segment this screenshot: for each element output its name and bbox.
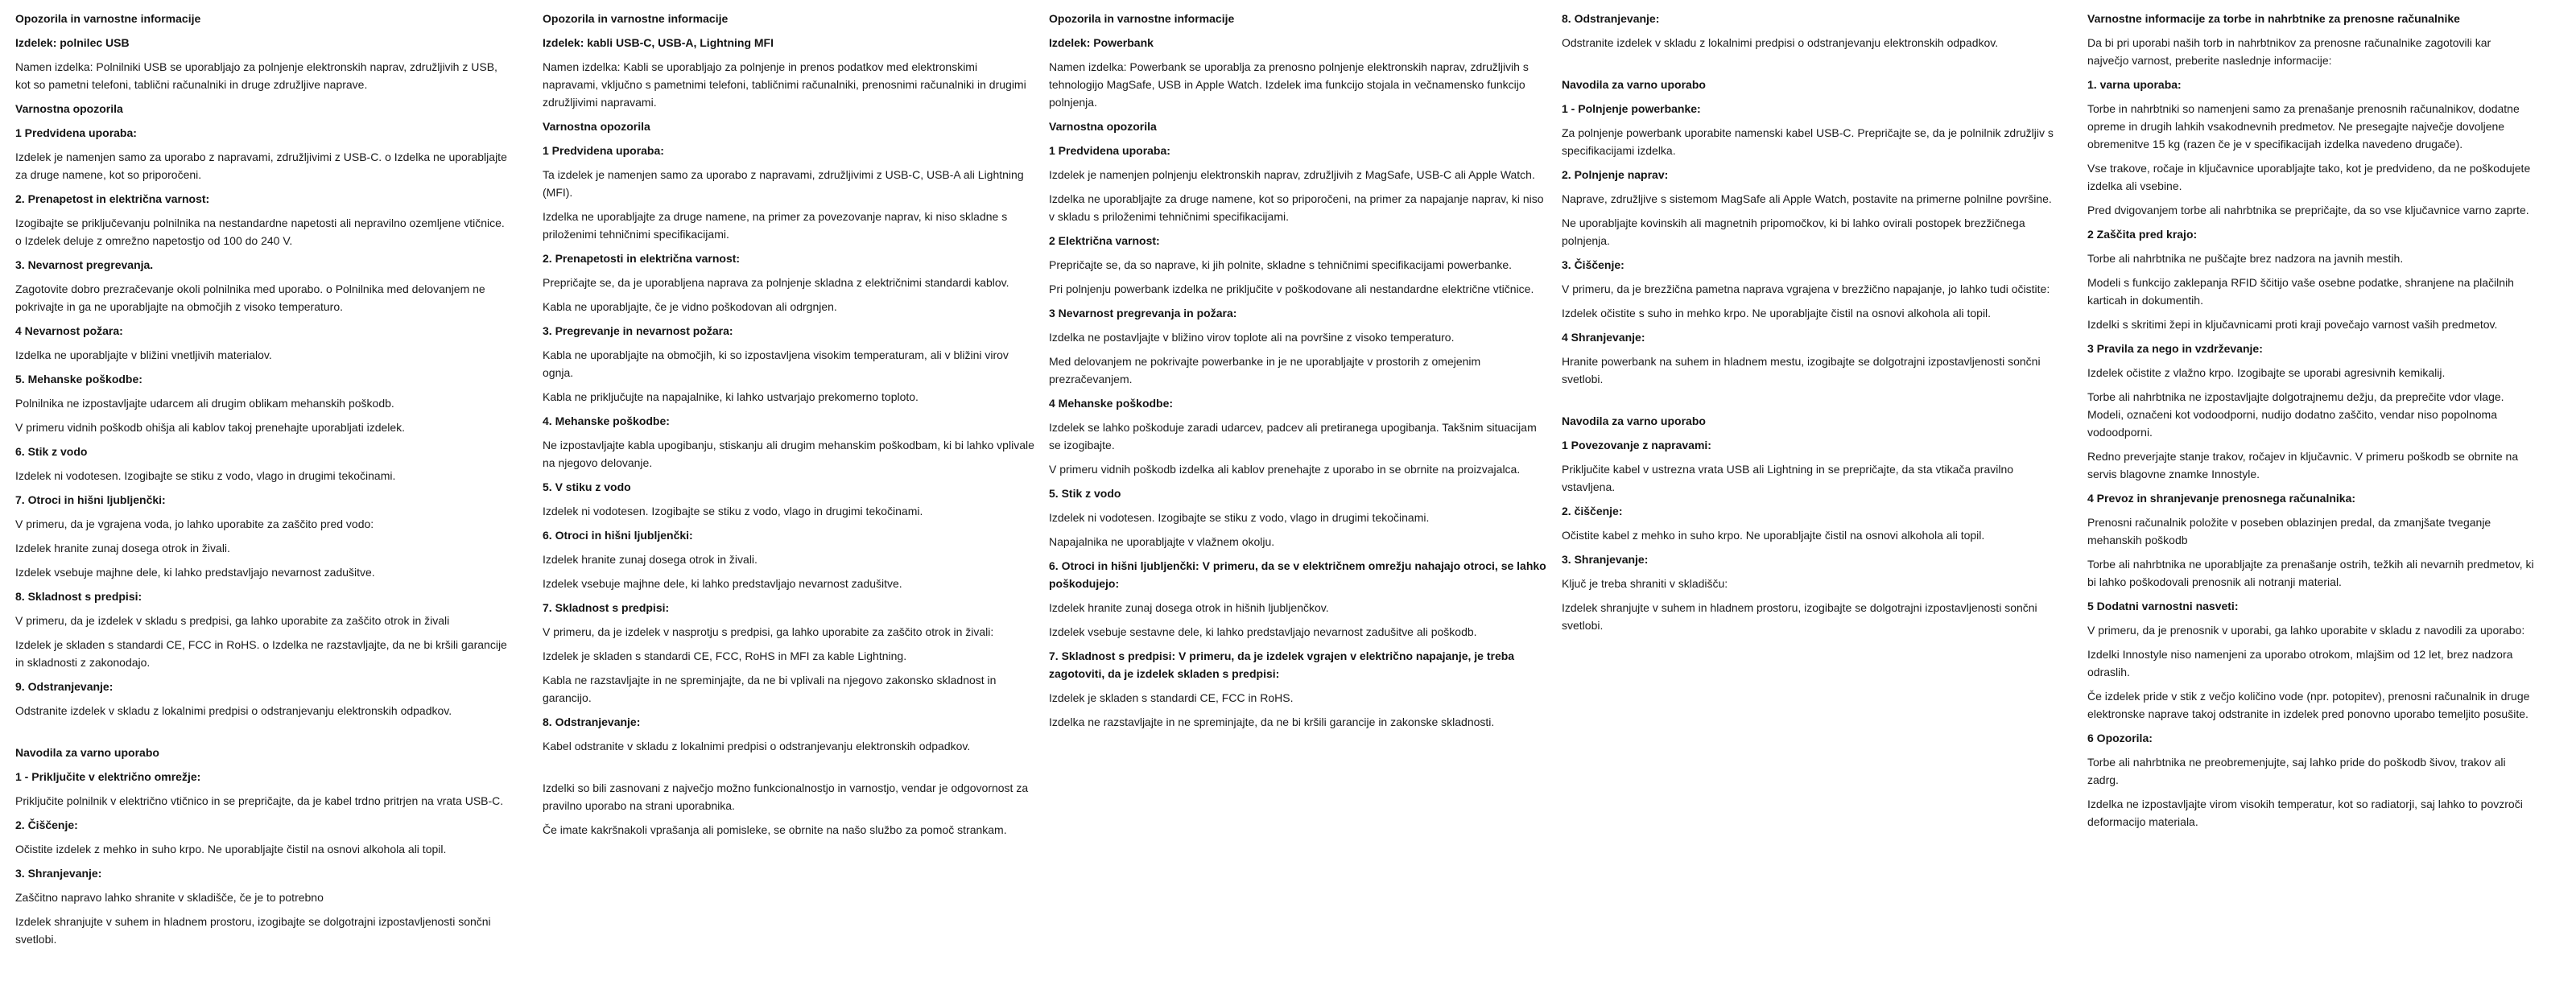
section-heading: 8. Skladnost s predpisi:: [15, 590, 142, 603]
paragraph: Izdelek hranite zunaj dosega otrok in živali.: [15, 542, 230, 555]
paragraph: Izdelka ne izpostavljajte virom visokih temperatur, kot so radiatorji, saj lahko to povzroči deformacijo materiala.: [2087, 798, 2523, 828]
section-heading: Varnostna opozorila: [1049, 120, 1157, 133]
section-heading: Navodila za varno uporabo: [1562, 414, 1706, 427]
column-powerbank: [1049, 10, 1546, 737]
section-heading: 4 Shranjevanje:: [1562, 331, 1645, 344]
paragraph: Izdelek je namenjen polnjenju elektronskih naprav, združljivih z MagSafe, USB-C ali Apple Watch.: [1049, 168, 1535, 181]
paragraph: V primeru, da je prenosnik v uporabi, ga lahko uporabite v skladu z navodili za uporabo:: [2087, 624, 2525, 637]
paragraph: Torbe ali nahrbtnika ne puščajte brez nadzora na javnih mestih.: [2087, 252, 2404, 265]
section-heading: 2. Čiščenje:: [15, 818, 78, 831]
section-heading: 4. Mehanske poškodbe:: [543, 414, 670, 427]
paragraph: Izdelek je skladen s standardi CE, FCC in RoHS. o Izdelka ne razstavljajte, da ne bi kršili garancije in skladnosti z zakonodajo.: [15, 638, 507, 669]
section-heading: Varnostna opozorila: [543, 120, 650, 133]
paragraph: Očistite izdelek z mehko in suho krpo. Ne uporabljajte čistil na osnovi alkohola ali topil.: [15, 843, 447, 856]
section-heading: 5 Dodatni varnostni nasveti:: [2087, 600, 2239, 612]
paragraph: Ta izdelek je namenjen samo za uporabo z napravami, združljivimi z USB-C, USB-A ali Lightning (MFI).: [543, 168, 1024, 199]
spacer: [1562, 394, 2054, 412]
paragraph: Hranite powerbank na suhem in hladnem mestu, izogibajte se dolgotrajni izpostavljenosti sončni svetlobi.: [1562, 355, 2041, 385]
paragraph: Izdelek je skladen s standardi CE, FCC, RoHS in MFI za kable Lightning.: [543, 649, 907, 662]
paragraph: Da bi pri uporabi naših torb in nahrbtnikov za prenosne računalnike zagotovili kar največjo varnost, preberite naslednje informacije:: [2087, 36, 2491, 67]
section-heading: 2 Zaščita pred krajo:: [2087, 228, 2198, 241]
paragraph: Izdelek ni vodotesen. Izogibajte se stiku z vodo, vlago in drugimi tekočinami.: [15, 469, 396, 482]
section-heading: Opozorila in varnostne informacije: [543, 12, 729, 25]
spacer: [15, 726, 508, 744]
section-heading: 2. Polnjenje naprav:: [1562, 168, 1669, 181]
paragraph: Torbe ali nahrbtnika ne preobremenjujte, saj lahko pride do poškodb šivov, trakov ali zadrg.: [2087, 756, 2506, 786]
paragraph: Izdelek očistite s suho in mehko krpo. Ne uporabljajte čistil na osnovi alkohola ali topil.: [1562, 307, 1992, 320]
paragraph: Kabla ne uporabljajte, če je vidno poškodovan ali odrgnjen.: [543, 300, 837, 313]
paragraph: Polnilnika ne izpostavljajte udarcem ali drugim oblikam mehanskih poškodb.: [15, 397, 394, 410]
paragraph: Izogibajte se priključevanju polnilnika na nestandardne napetosti ali nepravilno ozemljene vtičnice. o Izdelek deluje z omrežno napetostjo od 100 do 240 V.: [15, 216, 505, 247]
section-heading: 9. Odstranjevanje:: [15, 680, 114, 693]
section-heading: 3. Shranjevanje:: [15, 867, 102, 880]
paragraph: Izdelek je skladen s standardi CE, FCC in RoHS.: [1049, 691, 1294, 704]
paragraph: Izdelka ne uporabljajte za druge namene, kot so priporočeni, na primer za napajanje naprav, ki niso v skladu s priloženimi tehničnimi specifikacijami.: [1049, 192, 1544, 223]
section-heading: 1 Predvidena uporaba:: [543, 144, 664, 157]
section-heading: 2. Prenapetosti in električna varnost:: [543, 252, 741, 265]
section-heading: 8. Odstranjevanje:: [543, 715, 641, 728]
section-heading: 4 Mehanske poškodbe:: [1049, 397, 1174, 410]
paragraph: V primeru, da je brezžična pametna naprava vgrajena v brezžično napajanje, jo lahko tudi očistite:: [1562, 282, 2050, 295]
paragraph: Izdelek je namenjen samo za uporabo z napravami, združljivimi z USB-C. o Izdelka ne uporabljajte za druge namene, kot so priporočeni.: [15, 150, 507, 181]
paragraph: Izdelki so bili zasnovani z največjo možno funkcionalnostjo in varnostjo, vendar je odgovornost za pravilno uporabo na strani uporabnika.: [543, 781, 1029, 812]
paragraph: Prepričajte se, da so naprave, ki jih polnite, skladne s tehničnimi specifikacijami powerbanke.: [1049, 258, 1513, 271]
spacer: [543, 761, 1035, 779]
paragraph: Izdelek vsebuje majhne dele, ki lahko predstavljajo nevarnost zadušitve.: [15, 566, 375, 579]
column-usb-charger: [15, 10, 508, 954]
section-heading: 6. Stik z vodo: [15, 445, 88, 458]
section-heading: 1 Predvidena uporaba:: [15, 126, 137, 139]
column-laptop-bags: [2087, 10, 2535, 837]
paragraph: Izdelek se lahko poškoduje zaradi udarcev, padcev ali pretiranega upogibanja. Takšnim situacijam se izogibajte.: [1049, 421, 1537, 451]
paragraph: Izdelek shranjujte v suhem in hladnem prostoru, izogibajte se dolgotrajni izpostavljenosti sončni svetlobi.: [1562, 601, 2037, 632]
section-heading: 1 Povezovanje z napravami:: [1562, 439, 1711, 451]
section-heading: 3 Nevarnost pregrevanja in požara:: [1049, 307, 1237, 320]
section-heading: Navodila za varno uporabo: [15, 746, 159, 759]
section-heading: Varnostne informacije za torbe in nahrbtnike za prenosne računalnike: [2087, 12, 2460, 25]
paragraph: Priključite polnilnik v električno vtičnico in se prepričajte, da je kabel trdno pritrjen na vrata USB-C.: [15, 794, 504, 807]
section-heading: 3 Pravila za nego in vzdrževanje:: [2087, 342, 2263, 355]
paragraph: Modeli s funkcijo zaklepanja RFID ščitijo vaše osebne podatke, shranjene na plačilnih karticah in dokumentih.: [2087, 276, 2514, 307]
paragraph: Torbe ali nahrbtnika ne uporabljajte za prenašanje ostrih, težkih ali nevarnih predmetov, ki bi lahko poškodovali prenosnik ali notranji material.: [2087, 558, 2534, 588]
paragraph: Izdelek ni vodotesen. Izogibajte se stiku z vodo, vlago in drugimi tekočinami.: [1049, 511, 1430, 524]
paragraph: Za polnjenje powerbank uporabite namenski kabel USB-C. Prepričajte se, da je polnilnik združljiv s specifikacijami izdelka.: [1562, 126, 2054, 157]
section-heading: Izdelek: kabli USB-C, USB-A, Lightning MFI: [543, 36, 774, 49]
paragraph: Očistite kabel z mehko in suho krpo. Ne uporabljajte čistil na osnovi alkohola ali topil.: [1562, 529, 1985, 542]
section-heading: 2. Prenapetost in električna varnost:: [15, 192, 210, 205]
paragraph: Napajalnika ne uporabljajte v vlažnem okolju.: [1049, 535, 1275, 548]
paragraph: V primeru vidnih poškodb ohišja ali kablov takoj prenehajte uporabljati izdelek.: [15, 421, 406, 434]
paragraph: Izdelek hranite zunaj dosega otrok in živali.: [543, 553, 758, 566]
paragraph: Med delovanjem ne pokrivajte powerbanke in je ne uporabljajte v prostorih z omejenim prezračevanjem.: [1049, 355, 1481, 385]
section-heading: 6 Opozorila:: [2087, 732, 2153, 744]
section-heading: 6. Otroci in hišni ljubljenčki:: [543, 529, 693, 542]
paragraph: Izdelek ni vodotesen. Izogibajte se stiku z vodo, vlago in drugimi tekočinami.: [543, 505, 923, 517]
paragraph: Prenosni računalnik položite v poseben oblazinjen predal, da zmanjšate tveganje mehanskih poškodb: [2087, 516, 2491, 546]
section-heading: Varnostna opozorila: [15, 102, 123, 115]
paragraph: Če izdelek pride v stik z večjo količino vode (npr. potopitev), prenosni računalnik in druge elektronske naprave takoj odstranite in izdelek pred ponovno uporabo temeljito posušite.: [2087, 690, 2530, 720]
paragraph: Izdelki s skritimi žepi in ključavnicami proti kraji povečajo varnost vaših predmetov.: [2087, 318, 2498, 331]
section-heading: 3. Nevarnost pregrevanja.: [15, 258, 154, 271]
paragraph: Zaščitno napravo lahko shranite v skladišče, če je to potrebno: [15, 891, 324, 904]
spacer: [1562, 58, 2054, 76]
section-heading: 5. Mehanske poškodbe:: [15, 373, 142, 385]
paragraph: Vse trakove, ročaje in ključavnice uporabljajte tako, kot je predvideno, da ne poškodujete izdelka ali vsebine.: [2087, 162, 2531, 192]
section-heading: 8. Odstranjevanje:: [1562, 12, 1660, 25]
paragraph: Ključ je treba shraniti v skladišču:: [1562, 577, 1728, 590]
section-heading: 7. Skladnost s predpisi:: [543, 601, 670, 614]
paragraph: Pred dvigovanjem torbe ali nahrbtnika se prepričajte, da so vse ključavnice varno zaprte.: [2087, 204, 2529, 216]
section-heading: 5. Stik z vodo: [1049, 487, 1121, 500]
paragraph: Izdelki Innostyle niso namenjeni za uporabo otrokom, mlajšim od 12 let, brez nadzora odraslih.: [2087, 648, 2513, 678]
paragraph: Torbe in nahrbtniki so namenjeni samo za prenašanje prenosnih računalnikov, dodatne opreme in drugih lahkih vsakodnevnih predmetov. Ne presegajte največje dovoljene obremenitve 15 kg (razen če je v specifikacijah izdelka navedeno drugače).: [2087, 102, 2520, 150]
paragraph: Ne izpostavljajte kabla upogibanju, stiskanju ali drugim mehanskim poškodbam, ki bi lahko vplivale na njegovo delovanje.: [543, 439, 1034, 469]
section-heading: Opozorila in varnostne informacije: [1049, 12, 1235, 25]
section-heading: 3. Pregrevanje in nevarnost požara:: [543, 324, 733, 337]
paragraph: Izdelek vsebuje majhne dele, ki lahko predstavljajo nevarnost zadušitve.: [543, 577, 902, 590]
paragraph: V primeru vidnih poškodb izdelka ali kablov prenehajte z uporabo in se obrnite na proizvajalca.: [1049, 463, 1521, 476]
paragraph: Če imate kakršnakoli vprašanja ali pomisleke, se obrnite na našo službo za pomoč strankam.: [543, 823, 1007, 836]
paragraph: V primeru, da je vgrajena voda, jo lahko uporabite za zaščito pred vodo:: [15, 517, 374, 530]
paragraph: Pri polnjenju powerbank izdelka ne priključite v poškodovane ali nestandardne električne vtičnice.: [1049, 282, 1534, 295]
paragraph: Odstranite izdelek v skladu z lokalnimi predpisi o odstranjevanju elektronskih odpadkov.: [15, 704, 452, 717]
paragraph: Izdelka ne postavljajte v bližino virov toplote ali na površine z visoko temperaturo.: [1049, 331, 1455, 344]
paragraph: V primeru, da je izdelek v nasprotju s predpisi, ga lahko uporabite za zaščito otrok in živali:: [543, 625, 994, 638]
paragraph: Kabla ne razstavljajte in ne spreminjajte, da ne bi vplivali na njegovo zakonsko skladnost in garancijo.: [543, 674, 997, 704]
section-heading: 1 - Priključite v električno omrežje:: [15, 770, 201, 783]
paragraph: Izdelka ne uporabljajte za druge namene, na primer za povezovanje naprav, ki niso skladne s priloženimi tehničnimi specifikacijami.: [543, 210, 1008, 241]
section-heading: 2 Električna varnost:: [1049, 234, 1160, 247]
section-heading: Opozorila in varnostne informacije: [15, 12, 201, 25]
paragraph: Zagotovite dobro prezračevanje okoli polnilnika med uporabo. o Polnilnika med delovanjem ne pokrivajte in ga ne uporabljajte na območjih z visoko temperaturo.: [15, 282, 485, 313]
paragraph: Namen izdelka: Polnilniki USB se uporabljajo za polnjenje elektronskih naprav, združljivih z USB, kot so pametni telefoni, tablični računalniki in druge združljive naprave.: [15, 60, 497, 91]
paragraph: Kabla ne priključujte na napajalnike, ki lahko ustvarjajo prekomerno toploto.: [543, 390, 919, 403]
paragraph: Izdelek shranjujte v suhem in hladnem prostoru, izogibajte se dolgotrajni izpostavljenosti sončni svetlobi.: [15, 915, 491, 946]
section-heading: 3. Shranjevanje:: [1562, 553, 1649, 566]
paragraph: Naprave, združljive s sistemom MagSafe ali Apple Watch, postavite na primerne polnilne površine.: [1562, 192, 2052, 205]
paragraph: Redno preverjajte stanje trakov, ročajev in ključavnic. V primeru poškodb se obrnite na servis blagovne znamke Innostyle.: [2087, 450, 2519, 480]
paragraph: Prepričajte se, da je uporabljena naprava za polnjenje skladna z električnimi standardi kablov.: [543, 276, 1009, 289]
paragraph: Kabla ne uporabljajte na območjih, ki so izpostavljena visokim temperaturam, ali v bližini virov ognja.: [543, 348, 1009, 379]
section-heading: 5. V stiku z vodo: [543, 480, 631, 493]
paragraph: Izdelek vsebuje sestavne dele, ki lahko predstavljajo nevarnost zadušitve ali poškodb.: [1049, 625, 1477, 638]
paragraph: V primeru, da je izdelek v skladu s predpisi, ga lahko uporabite za zaščito otrok in živali: [15, 614, 450, 627]
paragraph: Izdelek očistite z vlažno krpo. Izogibajte se uporabi agresivnih kemikalij.: [2087, 366, 2446, 379]
section-heading: 7. Otroci in hišni ljubljenčki:: [15, 493, 166, 506]
section-heading: 4 Prevoz in shranjevanje prenosnega računalnika:: [2087, 492, 2356, 505]
section-heading: Izdelek: Powerbank: [1049, 36, 1154, 49]
section-heading: 1 - Polnjenje powerbanke:: [1562, 102, 1701, 115]
paragraph: Torbe ali nahrbtnika ne izpostavljajte dolgotrajnemu dežju, da preprečite vdor vlage. Modeli, označeni kot vodoodporni, nudijo dodatno zaščito, vendar niso popolnoma vodoodporni.: [2087, 390, 2504, 439]
paragraph: Namen izdelka: Powerbank se uporablja za prenosno polnjenje elektronskih naprav, združljivih s tehnologijo MagSafe, USB in Apple Watch. Izdelek ima funkcijo stojala in večnamensko funkcijo polnjenja.: [1049, 60, 1529, 109]
section-heading: Izdelek: polnilec USB: [15, 36, 130, 49]
paragraph: Izdelka ne razstavljajte in ne spreminjajte, da ne bi kršili garancije in zakonske skladnosti.: [1049, 715, 1495, 728]
section-heading: 6. Otroci in hišni ljubljenčki: V primeru, da se v električnem omrežju nahajajo otroci, se lahko poškodujejo:: [1049, 559, 1546, 590]
section-heading: 7. Skladnost s predpisi: V primeru, da je izdelek vgrajen v električno napajanje, je treba zagotoviti, da je izdelek skladen s predpisi:: [1049, 649, 1515, 680]
paragraph: Namen izdelka: Kabli se uporabljajo za polnjenje in prenos podatkov med elektronskimi napravami, vključno s pametnimi telefoni, tabličnimi računalniki, prenosnimi računalniki in drugimi združljivimi napravami.: [543, 60, 1026, 109]
paragraph: Ne uporabljajte kovinskih ali magnetnih pripomočkov, ki bi lahko ovirali postopek brezžičnega polnjenja.: [1562, 216, 2025, 247]
section-heading: 3. Čiščenje:: [1562, 258, 1624, 271]
column-powerbank-instructions: [1562, 10, 2054, 641]
paragraph: Kabel odstranite v skladu z lokalnimi predpisi o odstranjevanju elektronskih odpadkov.: [543, 740, 971, 752]
section-heading: 4 Nevarnost požara:: [15, 324, 123, 337]
paragraph: Izdelek hranite zunaj dosega otrok in hišnih ljubljenčkov.: [1049, 601, 1329, 614]
section-heading: 1. varna uporaba:: [2087, 78, 2182, 91]
section-heading: 2. čiščenje:: [1562, 505, 1623, 517]
paragraph: Izdelka ne uporabljajte v bližini vnetljivih materialov.: [15, 348, 272, 361]
section-heading: 1 Predvidena uporaba:: [1049, 144, 1170, 157]
paragraph: Odstranite izdelek v skladu z lokalnimi predpisi o odstranjevanju elektronskih odpadkov.: [1562, 36, 1999, 49]
paragraph: Priključite kabel v ustrezna vrata USB ali Lightning in se prepričajte, da sta vtikača pravilno vstavljena.: [1562, 463, 2014, 493]
column-cables: [543, 10, 1035, 845]
section-heading: Navodila za varno uporabo: [1562, 78, 1706, 91]
